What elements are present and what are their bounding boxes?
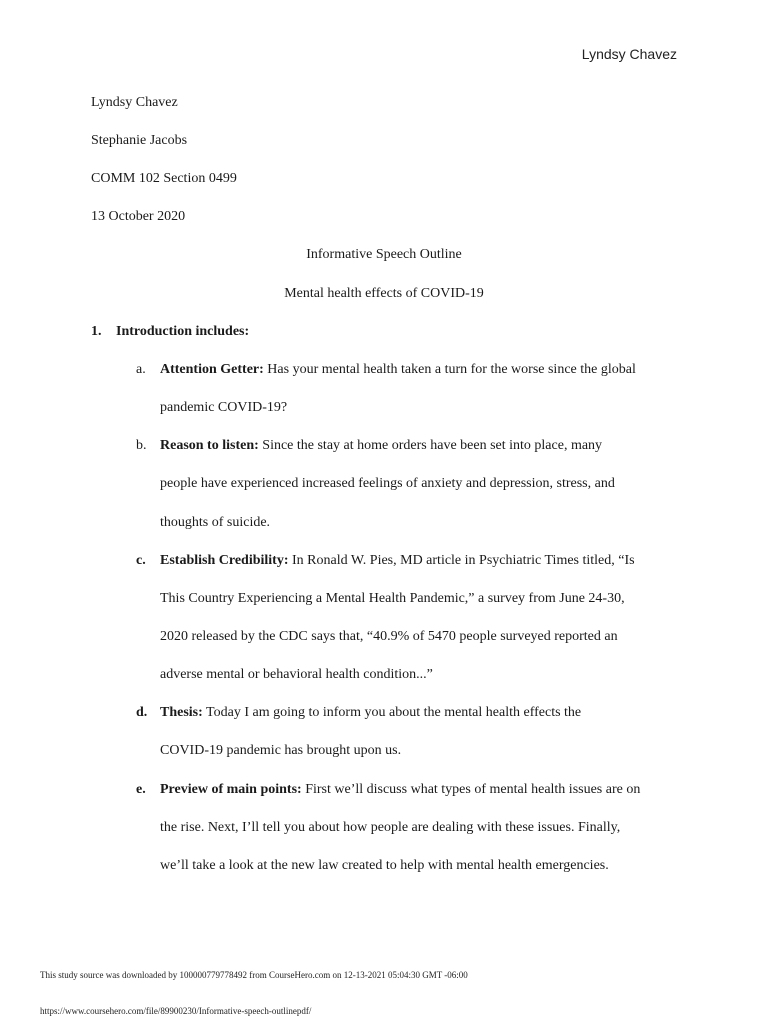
item-term: Establish Credibility: xyxy=(160,553,289,568)
heading-student-name: Lyndsy Chavez xyxy=(91,95,178,110)
item-text: In Ronald W. Pies, MD article in Psychiatric Times titled, “Is xyxy=(288,553,635,568)
item-line xyxy=(160,362,636,378)
item-line: This Country Experiencing a Mental Health Pandemic,” a survey from June 24-30, xyxy=(160,591,625,606)
item-line xyxy=(160,438,602,454)
item-letter: b. xyxy=(136,438,147,453)
item-letter: d. xyxy=(136,705,148,720)
item-line: we’ll take a look at the new law created to help with mental health emergencies. xyxy=(160,858,609,873)
speech-topic: Mental health effects of COVID-19 xyxy=(284,286,484,301)
item-line: the rise. Next, I’ll tell you about how people are dealing with these issues. Finally, xyxy=(160,820,621,835)
item-line: COVID-19 pandemic has brought upon us. xyxy=(160,743,402,758)
item-letter: e. xyxy=(136,782,146,797)
heading-date: 13 October 2020 xyxy=(91,209,186,224)
section-label: Introduction includes: xyxy=(116,324,250,339)
section-number: 1. xyxy=(91,324,102,339)
item-text: Has your mental health taken a turn for the worse since the global xyxy=(263,362,636,377)
document-title: Informative Speech Outline xyxy=(306,247,462,262)
heading-course: COMM 102 Section 0499 xyxy=(91,171,237,186)
item-line xyxy=(160,553,635,569)
heading-instructor: Stephanie Jacobs xyxy=(91,133,188,148)
item-term: Thesis: xyxy=(160,705,203,720)
item-text: Since the stay at home orders have been set into place, many xyxy=(258,438,603,453)
item-line: people have experienced increased feelings of anxiety and depression, stress, and xyxy=(160,476,615,491)
item-line: adverse mental or behavioral health condition...” xyxy=(160,667,433,682)
item-text: First we’ll discuss what types of mental health issues are on xyxy=(301,782,641,797)
item-term: Preview of main points: xyxy=(160,782,302,797)
item-line xyxy=(160,705,581,721)
item-line: thoughts of suicide. xyxy=(160,515,271,530)
item-text: Today I am going to inform you about the mental health effects the xyxy=(202,705,582,720)
item-line: pandemic COVID-19? xyxy=(160,400,288,415)
source-url[interactable]: https://www.coursehero.com/file/89900230/Informative-speech-outlinepdf/ xyxy=(40,1006,312,1016)
download-note: This study source was downloaded by 100000779778492 from CourseHero.com on 12-13-2021 05:04:30 GMT -06:00 xyxy=(40,970,468,980)
section-heading xyxy=(91,324,249,340)
item-line xyxy=(160,782,640,798)
item-letter: c. xyxy=(136,553,146,568)
running-header-name: Lyndsy Chavez xyxy=(581,46,677,62)
item-letter: a. xyxy=(136,362,146,377)
item-line: 2020 released by the CDC says that, “40.9% of 5470 people surveyed reported an xyxy=(160,629,618,644)
item-term: Attention Getter: xyxy=(160,362,264,377)
item-term: Reason to listen: xyxy=(160,438,259,453)
